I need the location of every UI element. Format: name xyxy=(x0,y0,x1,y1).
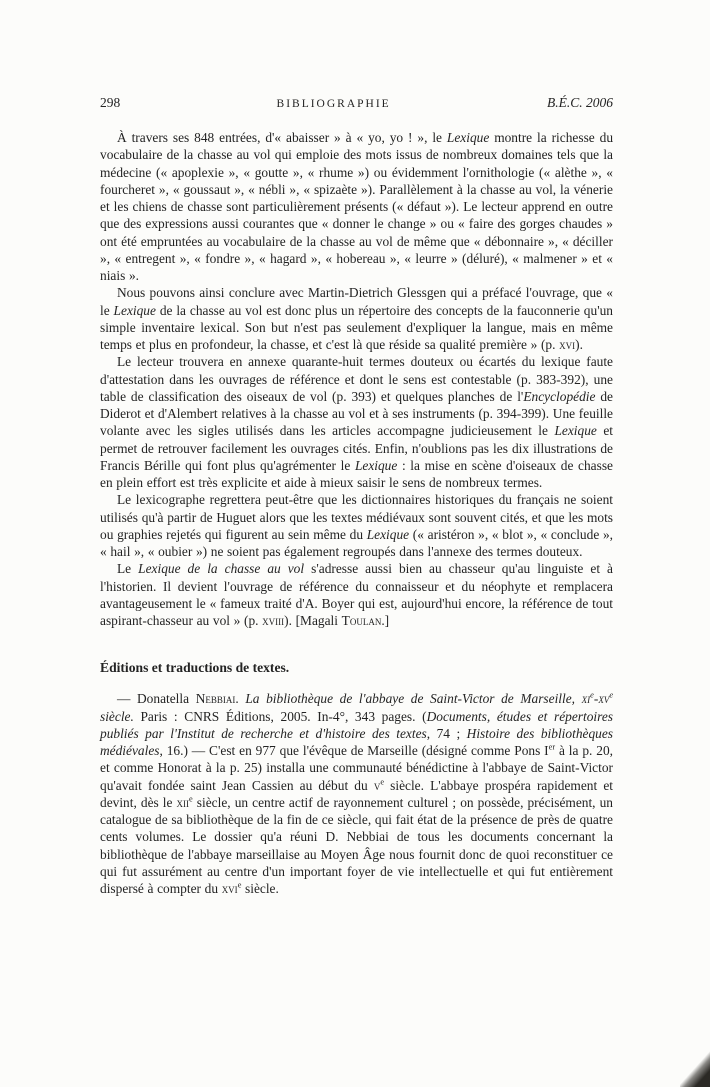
body-paragraph: À travers ses 848 entrées, d'« abaisser » à « yo, yo ! », le Lexique montre la richesse du vocabulaire de la chasse au vol qui emploie des mots issus de nombreux domaines tels que la médecine (« apoplexie », « goutte », « rhume ») ou évidemment l'ornithologie (« alèthe », « fourcheret », « goussaut », « nébli », « spizaète »). Parallèlement à la chasse au vol, la vénerie et les chiens de chasse sont particulièrement présents (« défaut »). Le lecteur apprend en outre que des expressions aussi courantes que « donner le change » ou « faire des gorges chaudes » ont été empruntées au vocabulaire de la chasse au vol de même que « débonnaire », « déciller », « entregent », « fondre », « hagard », « hobereau », « leurre » (déluré), « malmener » et « niais ». xyxy=(100,130,614,283)
body-paragraph: Le lecteur trouvera en annexe quarante-huit termes douteux ou écartés du lexique faute d'attestation dans les ouvrages de référence et dont le sens est contestable (p. 383-392), une table de classification des oiseaux de vol (p. 393) et quelques planches de l'Encyclopédie de Diderot et d'Alembert relatives à la chasse au vol et à ses instruments (p. 394-399). Une feuille volante avec les sigles utilisés dans les articles accompagne judicieusement le Lexique et permet de retrouver facilement les ouvrages cités. Enfin, n'oublions pas les dix illustrations de Francis Bérille qui font plus qu'agrémenter le Lexique : la mise en scène d'oiseaux de chasse en plein effort est très explicite et aide à mieux saisir le sens de nombreux termes. xyxy=(100,354,614,490)
text-column xyxy=(100,95,613,897)
journal-issue: B.É.C. 2006 xyxy=(546,95,613,110)
review-paragraph: — Donatella Nebbiai. La bibliothèque de l'abbaye de Saint-Victor de Marseille, $xi^e-xv^e$ siècle. Paris : CNRS Éditions, 2005. In-4°, 343 pages. (Documents, études et répertoires publiés par l'Institut de recherche et d'histoire des textes, 74 ; Histoire des bibliothèques médiévales, 16.) — C'est en 977 que l'évêque de Marseille (désigné comme Pons Ier à la p. 20, et comme Honorat à la p. 25) installa une communauté bénédictine à l'abbaye de Saint-Victor qu'avait fondée saint Jean Cassien au début du $v^e$ siècle. L'abbaye prospéra rapidement et devint, dès le xii$^e$ siècle, un centre actif de rayonnement culturel ; on possède, précisément, un catalogue de sa bibliothèque de la fin de ce siècle, qui fait état de la présence de près de quatre cents volumes. Le dossier qu'a réuni D. Nebbiai de tous les documents concernant la bibliothèque de l'abbaye marseillaise au Moyen Âge nous fournit donc de quoi reconstituer ce qui fut assurément au centre d'un important foyer de vie intellectuelle et qui fut entièrement dispersé à compter du xvi$^e$ siècle. xyxy=(100,690,614,896)
page-number: 298 xyxy=(100,95,121,110)
section-heading: Éditions et traductions de textes. xyxy=(100,660,290,676)
page-header xyxy=(100,95,613,111)
body-paragraph: Le lexicographe regrettera peut-être que les dictionnaires historiques du français ne soient utilisés qu'à partir de Huguet alors que les textes médiévaux sont souvent cités, et que les mots ou graphies rejetés qui figurent au sein même du Lexique (« aristéron », « blot », « conclude », « hail », « oubier ») ne soient pas également regroupés dans l'annexe des termes douteux. xyxy=(100,492,613,559)
body-paragraph: Le Lexique de la chasse au vol s'adresse aussi bien au chasseur qu'au linguiste et à l'historien. Il devient l'ouvrage de référence du connaisseur et du néophyte et remplacera avantageusement le « fameux traité d'A. Boyer qui est, aujourd'hui encore, la référence de tout aspirant-chasseur au vol » (p. xviii). [Magali Toulan.] xyxy=(100,561,613,628)
running-title: BIBLIOGRAPHIE xyxy=(276,98,391,110)
body-paragraph: Nous pouvons ainsi conclure avec Martin-Dietrich Glessgen qui a préfacé l'ouvrage, que « le Lexique de la chasse au vol est donc plus un répertoire des concepts de la fauconnerie qu'un simple inventaire lexical. Son but n'est pas seulement d'expliquer la langue, mais en même temps et plus en profondeur, la chasse, et c'est là que réside sa qualité première » (p. xvi). xyxy=(100,285,614,352)
page-corner-shadow xyxy=(680,1045,710,1087)
